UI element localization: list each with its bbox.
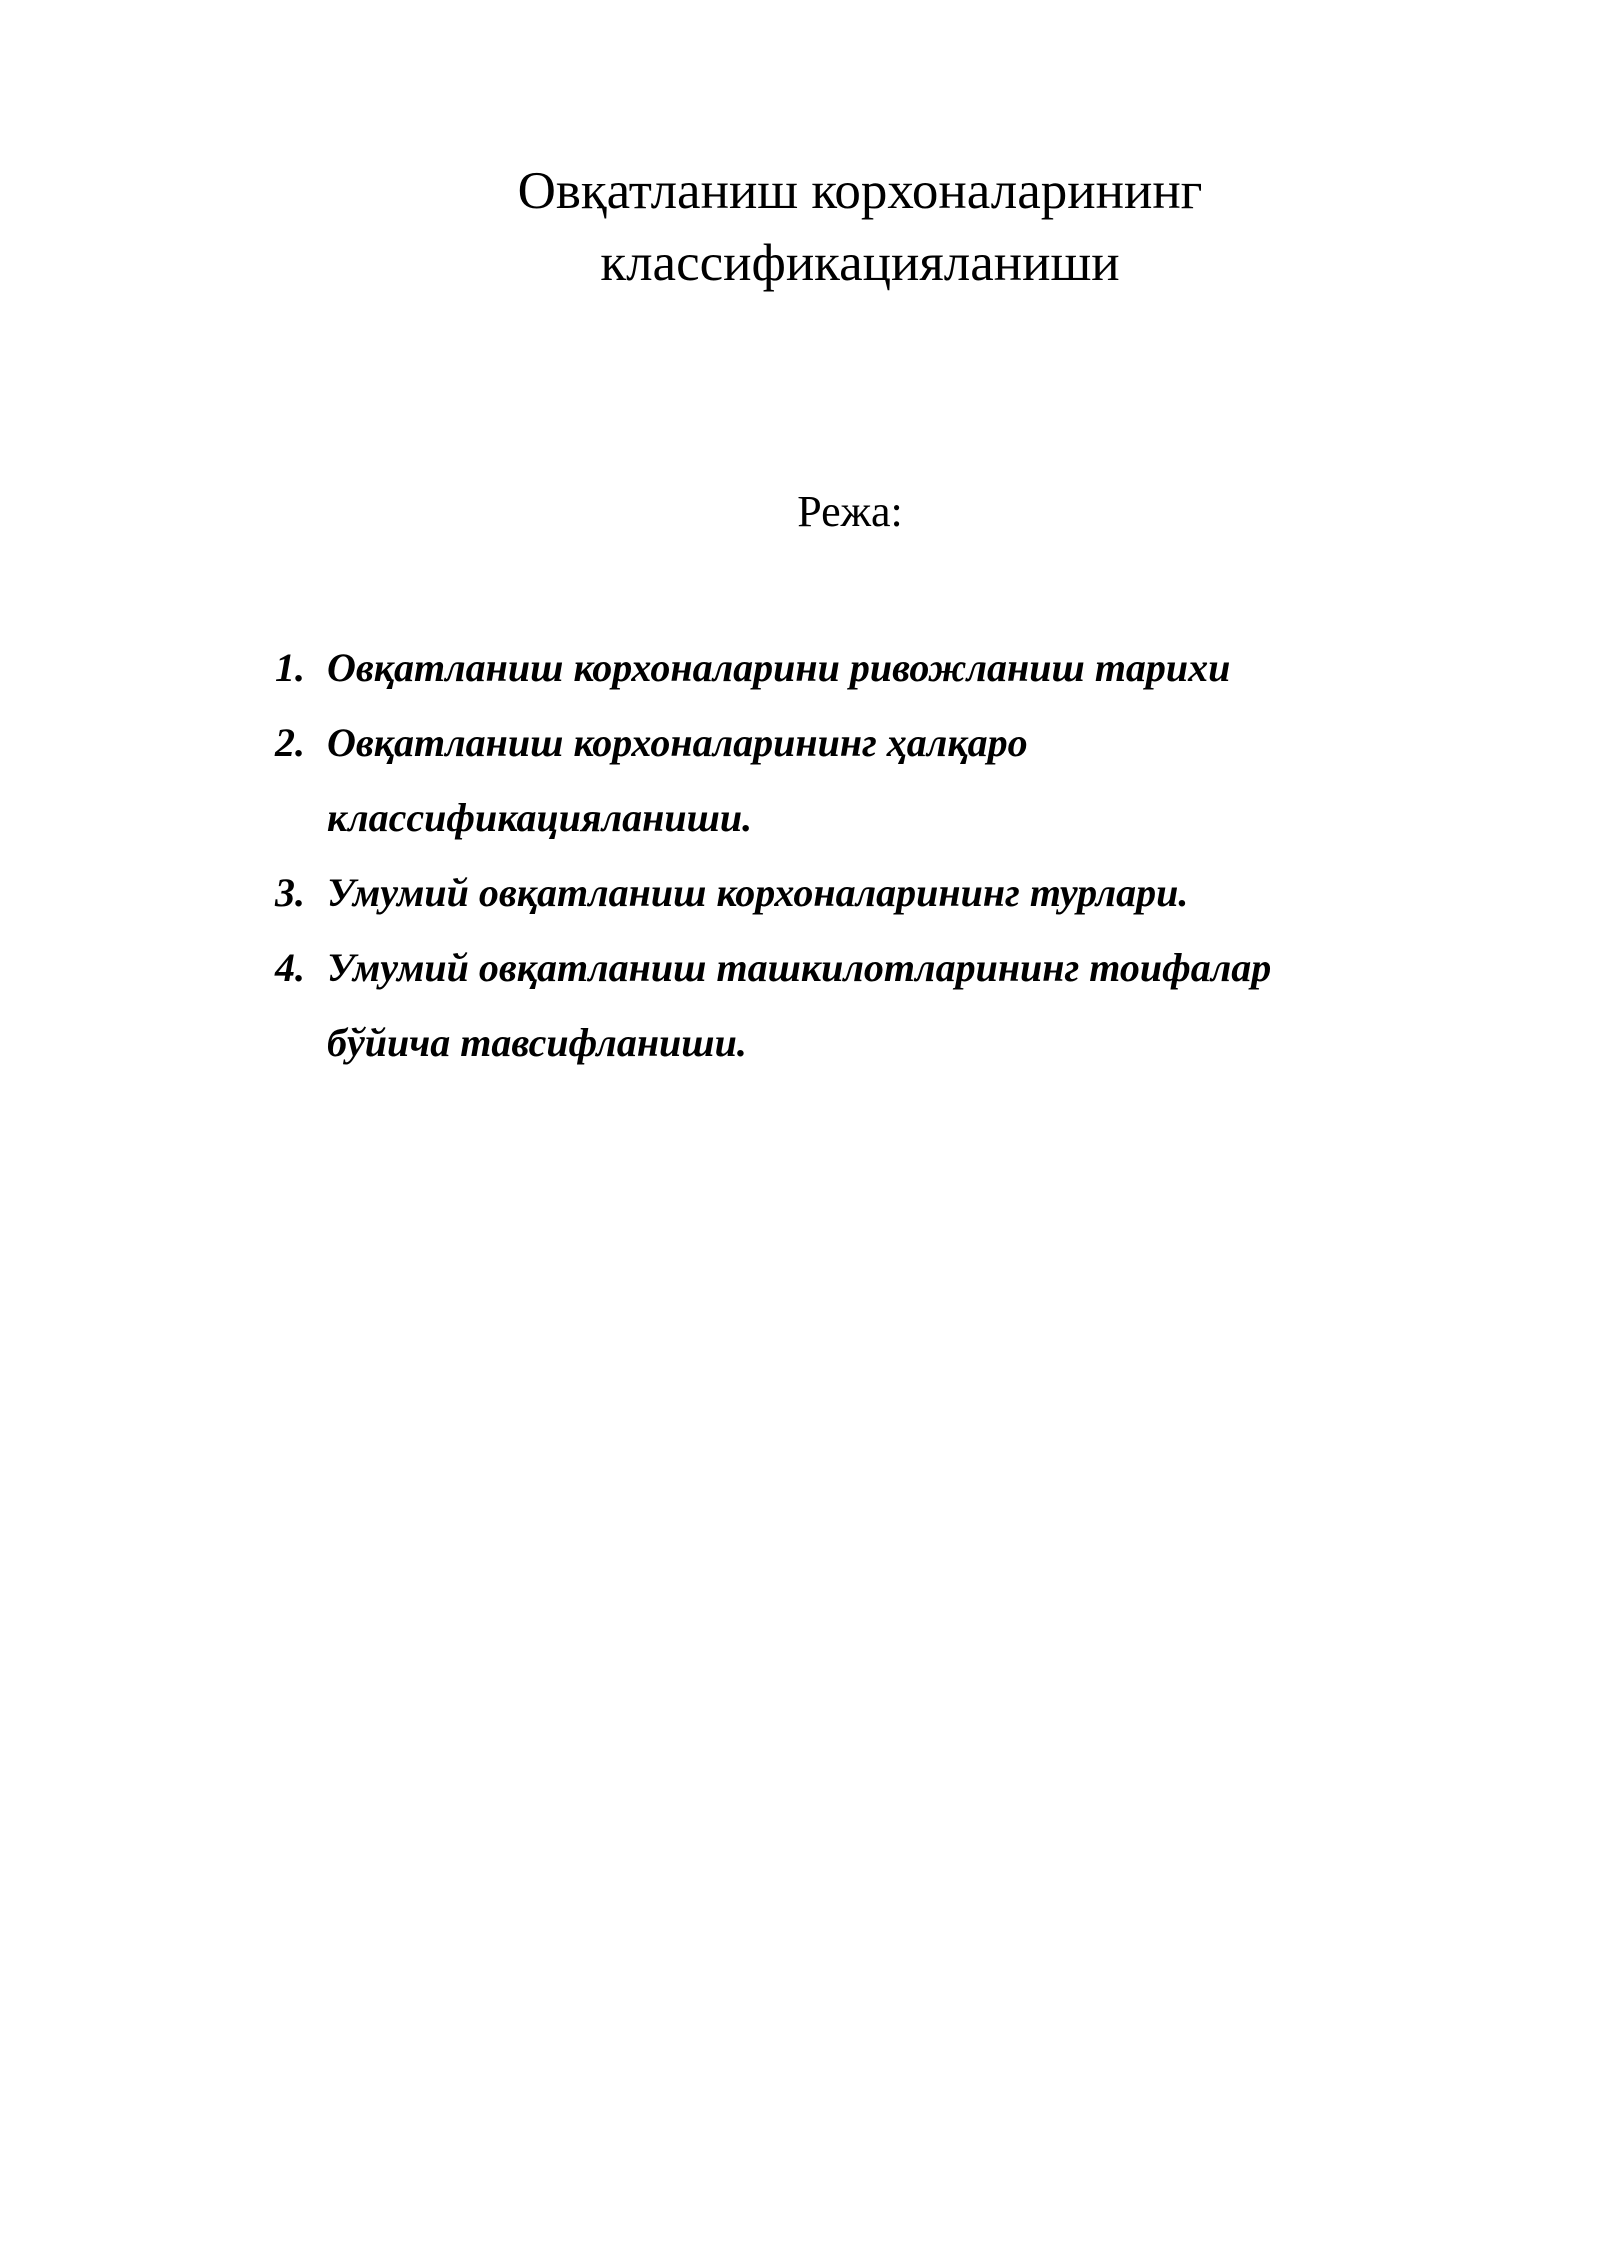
plan-heading: Режа: [797, 487, 903, 536]
plan-item-line: бўйича тавсифланиши. [327, 1020, 747, 1065]
plan-item-text [327, 705, 1395, 855]
plan-item-4 [275, 930, 1395, 1080]
plan-item-line: Овқатланиш корхоналарининг ҳалқаро [327, 720, 1028, 765]
plan-item-number: 3. [275, 870, 305, 915]
plan-item-3 [275, 855, 1395, 930]
plan-item-line: классификацияланиши. [327, 795, 753, 840]
page-title [380, 155, 1340, 299]
plan-item-text [327, 630, 1395, 705]
plan-item-number: 2. [275, 720, 305, 765]
plan-item-1 [275, 630, 1395, 705]
title-line-1: Овқатланиш корхоналарининг [517, 162, 1203, 220]
plan-item-text [327, 855, 1395, 930]
plan-list [275, 630, 1395, 1080]
plan-item-text [327, 930, 1395, 1080]
plan-item-2 [275, 705, 1395, 855]
title-line-2: классификацияланиши [600, 234, 1120, 292]
plan-item-line: Овқатланиш корхоналарини ривожланиш тарихи [327, 645, 1231, 690]
plan-item-line: Умумий овқатланиш ташкилотларининг тоифалар [327, 945, 1272, 990]
plan-item-number: 1. [275, 645, 305, 690]
plan-item-line: Умумий овқатланиш корхоналарининг турлари. [327, 870, 1189, 915]
plan-item-number: 4. [275, 945, 305, 990]
